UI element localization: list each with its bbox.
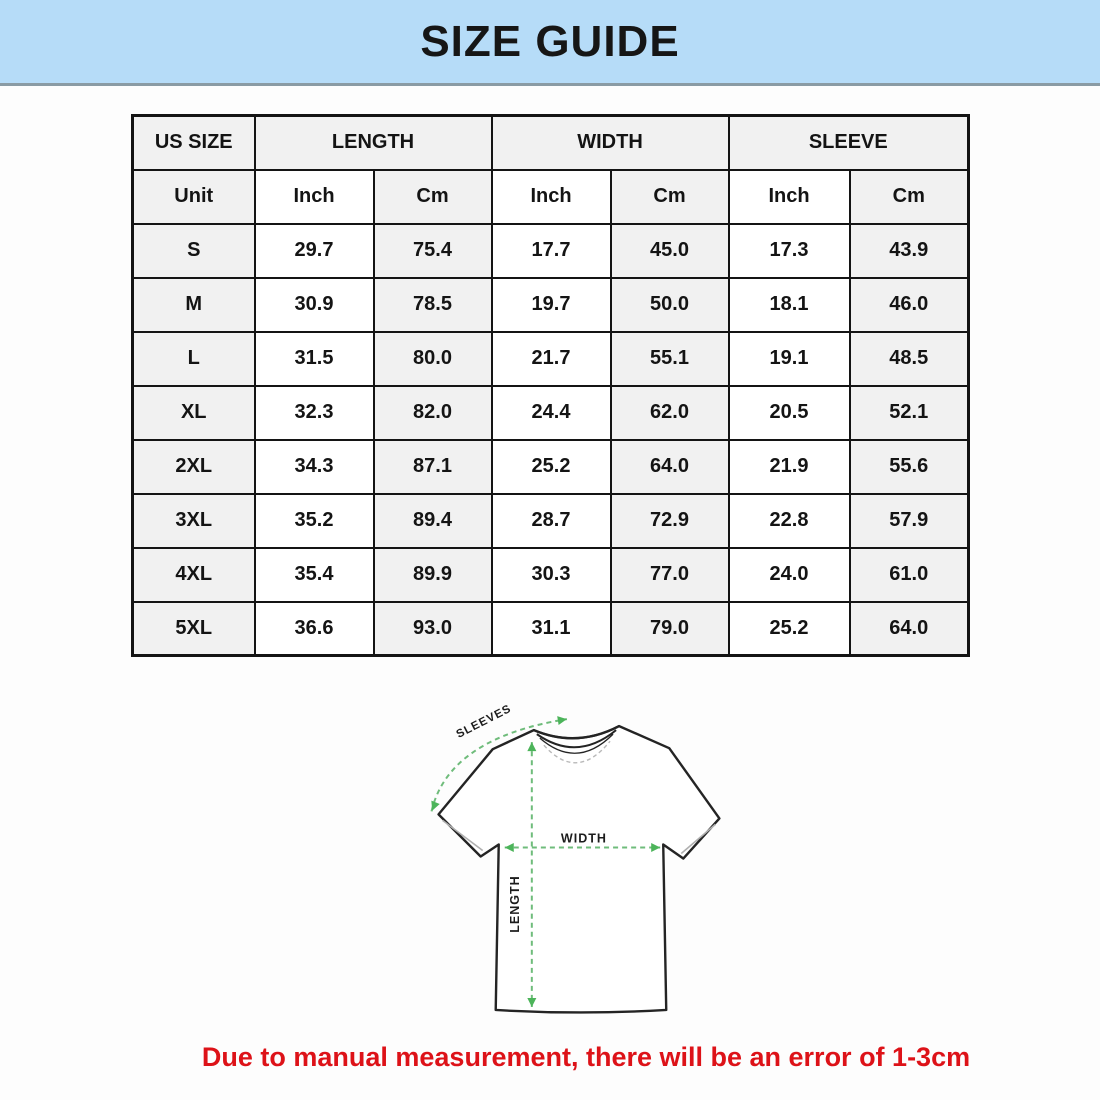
value-cell: 25.2 [729,602,850,656]
value-cell: 93.0 [374,602,492,656]
unit-cell: Cm [374,170,492,224]
unit-cell: Cm [611,170,729,224]
value-cell: 25.2 [492,440,611,494]
width-label: WIDTH [560,831,607,846]
size-cell: 4XL [133,548,255,602]
col-header-width: WIDTH [492,116,729,170]
value-cell: 36.6 [255,602,374,656]
value-cell: 35.4 [255,548,374,602]
value-cell: 64.0 [611,440,729,494]
size-cell: XL [133,386,255,440]
unit-cell: Inch [255,170,374,224]
value-cell: 80.0 [374,332,492,386]
value-cell: 64.0 [850,602,969,656]
value-cell: 50.0 [611,278,729,332]
value-cell: 48.5 [850,332,969,386]
table-row [133,332,969,386]
table-row [133,224,969,278]
size-guide-banner [0,0,1100,86]
col-header-length: LENGTH [255,116,492,170]
table-row [133,278,969,332]
table-unit-row [133,170,969,224]
size-cell: 3XL [133,494,255,548]
value-cell: 31.5 [255,332,374,386]
value-cell: 75.4 [374,224,492,278]
value-cell: 46.0 [850,278,969,332]
value-cell: 20.5 [729,386,850,440]
value-cell: 30.9 [255,278,374,332]
value-cell: 55.1 [611,332,729,386]
value-cell: 19.7 [492,278,611,332]
value-cell: 30.3 [492,548,611,602]
value-cell: 61.0 [850,548,969,602]
value-cell: 62.0 [611,386,729,440]
value-cell: 55.6 [850,440,969,494]
col-header-us-size: US SIZE [133,116,255,170]
value-cell: 22.8 [729,494,850,548]
value-cell: 43.9 [850,224,969,278]
size-cell: L [133,332,255,386]
value-cell: 57.9 [850,494,969,548]
value-cell: 21.9 [729,440,850,494]
measurement-disclaimer: Due to manual measurement, there will be an error of 1-3cm [201,1042,971,1072]
tshirt-outline [439,726,720,1012]
value-cell: 82.0 [374,386,492,440]
table-row [133,494,969,548]
sleeves-label: SLEEVES [454,702,514,741]
value-cell: 18.1 [729,278,850,332]
value-cell: 31.1 [492,602,611,656]
value-cell: 89.9 [374,548,492,602]
value-cell: 19.1 [729,332,850,386]
length-label: LENGTH [507,875,522,933]
value-cell: 89.4 [374,494,492,548]
table-row [133,440,969,494]
value-cell: 24.4 [492,386,611,440]
page-title: SIZE GUIDE [420,17,680,66]
value-cell: 87.1 [374,440,492,494]
unit-cell: Cm [850,170,969,224]
value-cell: 28.7 [492,494,611,548]
value-cell: 17.3 [729,224,850,278]
value-cell: 32.3 [255,386,374,440]
size-cell: 2XL [133,440,255,494]
value-cell: 29.7 [255,224,374,278]
value-cell: 78.5 [374,278,492,332]
unit-cell: Inch [729,170,850,224]
value-cell: 21.7 [492,332,611,386]
value-cell: 79.0 [611,602,729,656]
size-cell: M [133,278,255,332]
table-row [133,386,969,440]
size-cell: S [133,224,255,278]
table-header-row [133,116,969,170]
value-cell: 17.7 [492,224,611,278]
unit-cell: Inch [492,170,611,224]
value-cell: 77.0 [611,548,729,602]
value-cell: 34.3 [255,440,374,494]
value-cell: 35.2 [255,494,374,548]
value-cell: 24.0 [729,548,850,602]
tshirt-diagram [388,692,790,1018]
col-header-sleeve: SLEEVE [729,116,969,170]
size-cell: 5XL [133,602,255,656]
size-chart-table [131,114,970,657]
value-cell: 52.1 [850,386,969,440]
table-row [133,548,969,602]
unit-cell: Unit [133,170,255,224]
table-row [133,602,969,656]
value-cell: 72.9 [611,494,729,548]
value-cell: 45.0 [611,224,729,278]
